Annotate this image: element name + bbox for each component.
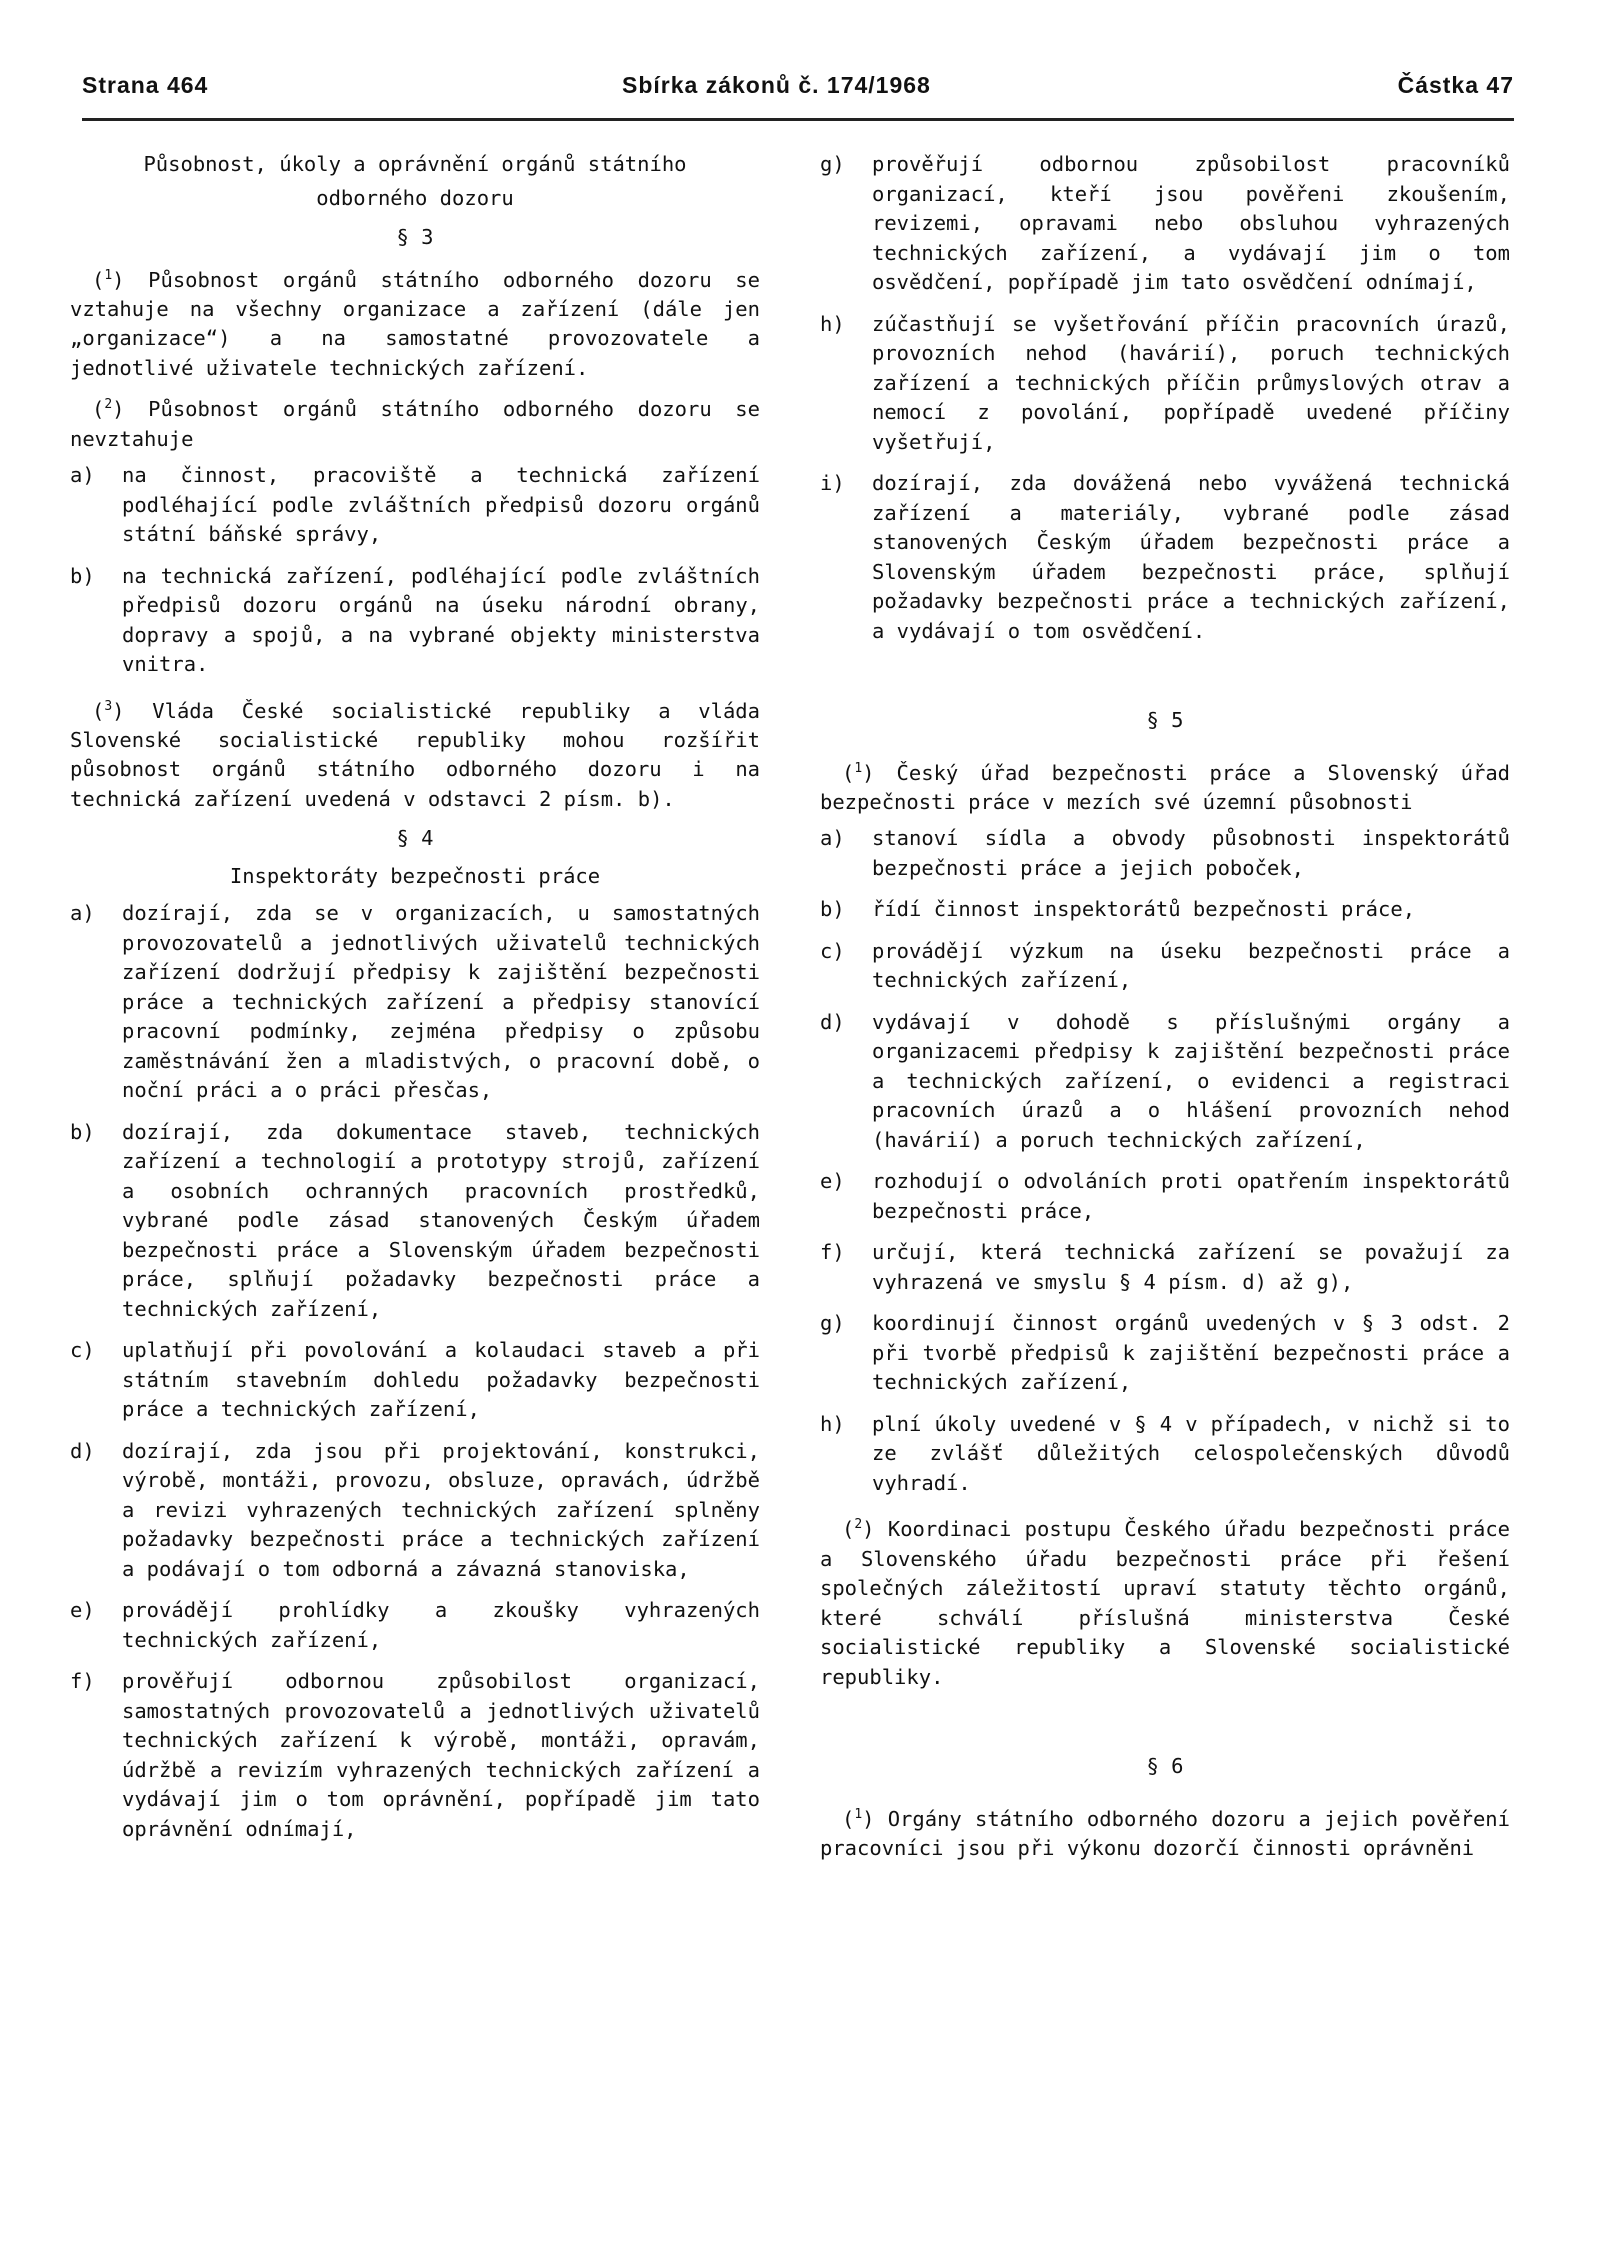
s5-item: b) řídí činnost inspektorátů bezpečnosti práce, xyxy=(820,897,1416,922)
s3-item: b) na technická zařízení, podléhající podle zvláštních předpisů dozoru orgánů na úseku národní obrany, dopravy a spojů, a na vybrané objekty ministerstva vnitra. xyxy=(70,563,760,677)
s4-item: b) dozírají, zda dokumentace staveb, technických zařízení a technologií a prototypy strojů, zařízení a osobních ochranných pracovních prostředků, vybrané podle zásad stanovených Českým úřadem bezpečnosti práce a Slovenským úřadem bezpečnosti práce, splňují požadavky bezpečnosti práce a technických zařízení, xyxy=(70,1119,760,1321)
s4-item: e) provádějí prohlídky a zkoušky vyhrazených technických zařízení, xyxy=(70,1598,760,1652)
s3-paragraph-1: ($^1$) Působnost orgánů státního odborného dozoru se vztahuje na všechny organizace a zařízení (dále jen „organizace“) a na samostatné provozovatele a jednotlivé uživatele technických zařízení. xyxy=(70,267,760,380)
section-5-heading: § 5 xyxy=(1146,708,1184,732)
page-number: Strana 464 xyxy=(82,72,209,98)
s5-item: e) rozhodují o odvoláních proti opatřením inspektorátů bezpečnosti práce, xyxy=(820,1169,1510,1223)
section-4-title: Inspektoráty bezpečnosti práce xyxy=(229,863,601,888)
s5-item: f) určují, která technická zařízení se považují za vyhrazená ve smyslu § 4 písm. d) až g), xyxy=(820,1240,1510,1294)
chapter-title-line2: odborného dozoru xyxy=(316,185,514,210)
s4-item: g) prověřují odbornou způsobilost pracovníků organizací, kteří jsou pověřeni zkoušením, revizemi, opravami nebo obsluhou vyhrazených technických zařízení, a vydávají jim o tom osvědčení, popřípadě jim tato osvědčení odnímají, xyxy=(820,152,1510,294)
section-4-heading: § 4 xyxy=(396,826,434,851)
s3-item: a) na činnost, pracoviště a technická zařízení podléhající podle zvláštních předpisů dozoru orgánů státní báňské správy, xyxy=(70,463,760,547)
s5-paragraph-1: ($^1$) Český úřad bezpečnosti práce a Slovenský úřad bezpečnosti práce v mezích své územní působnosti xyxy=(820,760,1510,814)
s5-item: d) vydávají v dohodě s příslušnými orgány a organizacemi předpisy k zajištění bezpečnosti práce a technických zařízení, o evidenci a registraci pracovních úrazů a o hlášení provozních nehod (havárií) a poruch technických zařízení, xyxy=(820,1009,1510,1152)
s4-item: h) zúčastňují se vyšetřování příčin pracovních úrazů, provozních nehod (havárií), poruch technických zařízení a technických příčin průmyslových otrav a nemocí z povolání, popřípadě uvedené příčiny vyšetřují, xyxy=(820,311,1510,454)
page-header xyxy=(82,72,1514,112)
section-3-heading: § 3 xyxy=(396,225,434,249)
s5-paragraph-2: ($^2$) Koordinaci postupu Českého úřadu bezpečnosti práce a Slovenského úřadu bezpečnosti práce při řešení společných záležitostí upraví statuty těchto orgánů, které schválí příslušná ministerstva České socialistické republiky a Slovenské socialistické republiky. xyxy=(820,1517,1511,1689)
s5-item: c) provádějí výzkum na úseku bezpečnosti práce a technických zařízení, xyxy=(820,938,1510,993)
s4-item: i) dozírají, zda dovážená nebo vyvážená technická zařízení a materiály, vybrané podle zásad stanovených Českým úřadem bezpečnosti práce a Slovenským úřadem bezpečnosti práce, splňují požadavky bezpečnosti práce a technických zařízení, a vydávají o tom osvědčení. xyxy=(820,471,1510,643)
header-rule xyxy=(82,118,1514,121)
publication-title: Sbírka zákonů č. 174/1968 xyxy=(622,72,931,98)
s5-item: a) stanoví sídla a obvody působnosti inspektorátů bezpečnosti práce a jejich poboček, xyxy=(820,826,1510,880)
section-6-heading: § 6 xyxy=(1146,1754,1184,1779)
s5-item: g) koordinují činnost orgánů uvedených v § 3 odst. 2 při tvorbě předpisů k zajištění bezpečnosti práce a technických zařízení, xyxy=(820,1311,1510,1395)
s4-item: f) prověřují odbornou způsobilost organizací, samostatných provozovatelů a jednotlivých uživatelů technických zařízení k výrobě, montáži, opravám, údržbě a revizím vyhrazených technických zařízení a vydávají jim o tom oprávnění, popřípadě jim tato oprávnění odnímají, xyxy=(70,1669,760,1841)
s4-item: a) dozírají, zda se v organizacích, u samostatných provozovatelů a jednotlivých uživatelů technických zařízení dodržují předpisy k zajištění bezpečnosti práce a technických zařízení a předpisy stanovící pracovní podmínky, zejména předpisy o způsobu zaměstnávání žen a mladistvých, o pracovní době, o noční práci a o práci přesčas, xyxy=(70,901,760,1103)
issue-number: Částka 47 xyxy=(1397,72,1514,98)
s5-item: h) plní úkoly uvedené v § 4 v případech, v nichž si to ze zvlášť důležitých celospolečenských důvodů vyhradí. xyxy=(820,1411,1510,1495)
left-column xyxy=(70,150,760,1856)
chapter-title-line1: Působnost, úkoly a oprávnění orgánů státního xyxy=(143,152,687,176)
s3-paragraph-3: ($^3$) Vláda České socialistické republiky a vláda Slovenské socialistické republiky mohou rozšířit působnost orgánů státního odborného dozoru i na technická zařízení uvedená v odstavci 2 písm. b). xyxy=(70,698,760,811)
s3-paragraph-2: ($^2$) Působnost orgánů státního odborného dozoru se nevztahuje xyxy=(70,397,760,451)
right-column xyxy=(820,150,1510,1870)
s6-paragraph-1: ($^1$) Orgány státního odborného dozoru a jejich pověření pracovníci jsou při výkonu dozorčí činnosti oprávněni xyxy=(820,1806,1510,1860)
s4-item: d) dozírají, zda jsou při projektování, konstrukci, výrobě, montáži, provozu, obsluze, opravách, údržbě a revizi vyhrazených technických zařízení splněny požadavky bezpečnosti práce a technických zařízení a podávají o tom odborná a závazná stanoviska, xyxy=(70,1438,760,1581)
s4-item: c) uplatňují při povolování a kolaudaci staveb a při státním stavebním dohledu požadavky bezpečnosti práce a technických zařízení, xyxy=(70,1338,760,1422)
